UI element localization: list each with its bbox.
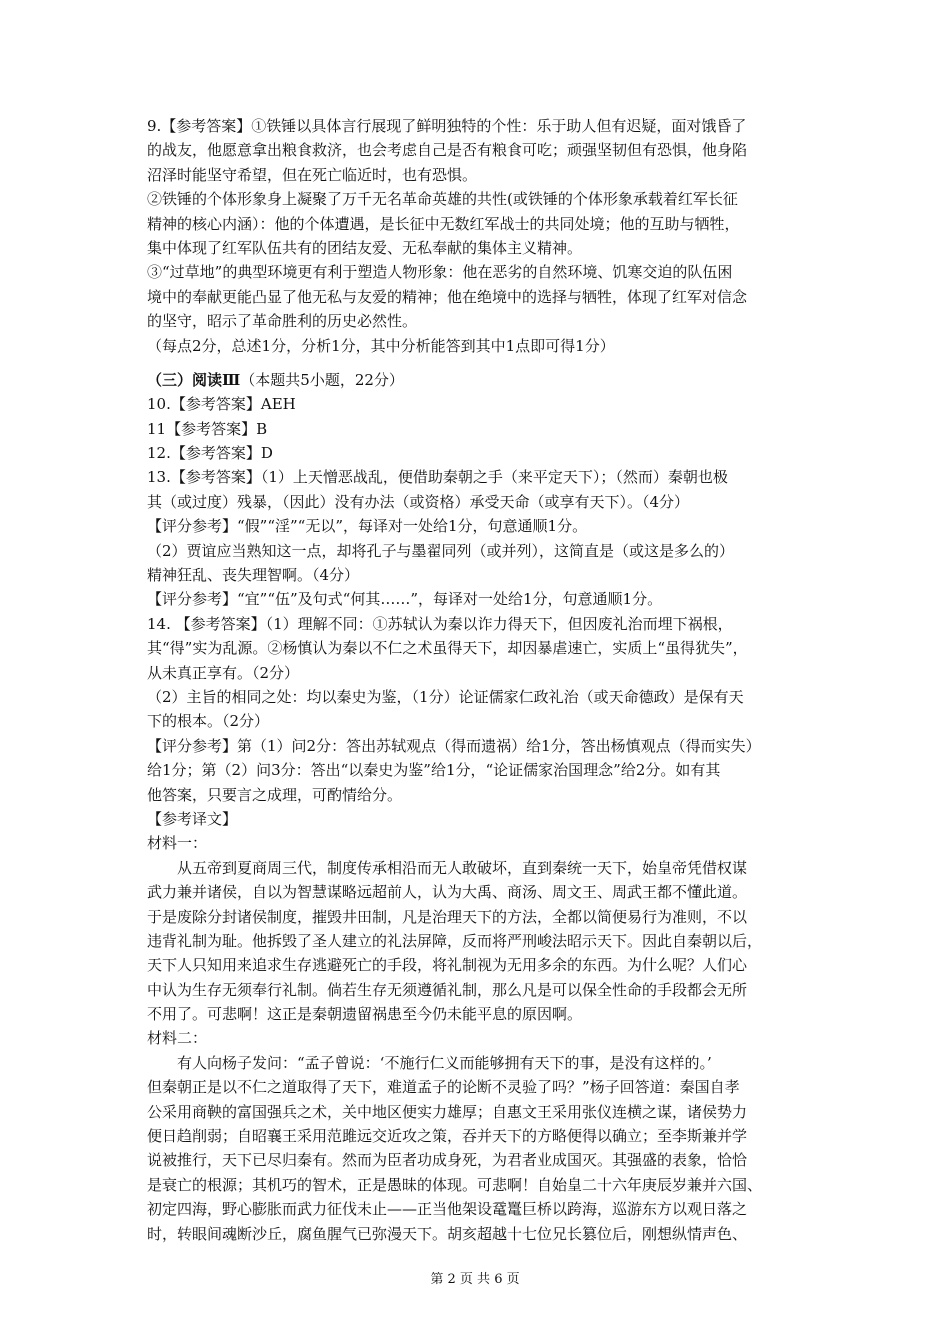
text-line: （2）主旨的相同之处：均以秦史为鉴，（1分）论证儒家仁政礼治（或天命德政）是保有天 [147,687,744,706]
text-line: 14. 【参考答案】（1）理解不同：①苏轼认为秦以诈力得天下，但因废礼治而埋下祸根， [147,614,733,633]
text-line: 便日趋削弱；自昭襄王采用范雎远交近攻之策，吞并天下的方略便得以确立；至李斯兼并学 [147,1127,748,1146]
text-line: 精神的核心内涵）：他的个体遭遇，是长征中无数红军战士的共同处境；他的互助与牺牲， [147,214,740,233]
text-line: 其“得”实为乱源。②杨慎认为秦以不仁之术虽得天下，却因暴虐速亡，实质上“虽得犹失”， [147,639,748,658]
text-line: 下的根本。（2分） [147,712,270,731]
text-line: 说被推行，天下已尽归秦有。然而为臣者功成身死，为君者业成国灭。其强盛的表象，恰恰 [147,1151,748,1170]
text-line: （每点2分，总述1分，分析1分，其中分析能答到其中1点即可得1分） [147,336,615,355]
text-line: 13.【参考答案】（1）上天憎恶战乱，便借助秦朝之手（来平定天下）；（然而）秦朝也极 [147,468,728,487]
answer-9-block [147,114,837,358]
material-2-label: 材料二： [147,1029,208,1048]
text-line: 【评分参考】“假”“淫”“无以”，每译对一处给1分，句意通顺1分。 [147,517,588,536]
text-line: 初定四海，野心膨胀而武力征伐未止——正当他架设鼋鼍巨桥以跨海，巡游东方以观日落之 [147,1200,748,1219]
text-line: 沼泽时能坚守希望，但在死亡临近时，也有恐惧。 [147,165,478,184]
text-line: ②铁锤的个体形象身上凝聚了万千无名革命英雄的共性(或铁锤的个体形象承载着红军长征 [147,190,738,209]
text-line: 是衰亡的根源；其机巧的智术，正是愚昧的体现。可悲啊！自始皇二十六年庚辰岁兼并六国、 [147,1175,763,1194]
text-line: 【评分参考】“宜”“伍”及句式“何其……”，每译对一处给1分，句意通顺1分。 [147,590,663,609]
text-line: 【评分参考】第（1）问2分：答出苏轼观点（得而遗祸）给1分，答出杨慎观点（得而实失） [147,736,761,755]
text-line: 有人向杨子发问：“孟子曾说：‘不施行仁义而能够拥有天下的事，是没有这样的。’ [177,1053,712,1072]
text-line: 给1分；第（2）问3分：答出“以秦史为鉴”给1分，“论证儒家治国理念”给2分。如有其 [147,761,721,780]
text-line: 武力兼并诸侯，自以为智慧谋略远超前人，认为大禹、商汤、周文王、周武王都不懂此道。 [147,883,748,902]
text-line: 但秦朝正是以不仁之道取得了天下，难道孟子的论断不灵验了吗？”杨子回答道：秦国自孝 [147,1078,740,1097]
text-line: 于是废除分封诸侯制度，摧毁井田制，凡是治理天下的方法，全都以简便易行为准则，不以 [147,907,748,926]
section-title: （三）阅读Ⅲ [147,370,241,389]
translation-material-1 [147,856,837,1027]
text-line: 集中体现了红军队伍共有的团结友爱、无私奉献的集体主义精神。 [147,238,583,257]
text-line: 的坚守，昭示了革命胜利的历史必然性。 [147,312,418,331]
text-line: 境中的奉献更能凸显了他无私与友爱的精神；他在绝境中的选择与牺牲，体现了红军对信念 [147,287,748,306]
text-line: 从五帝到夏商周三代，制度传承相沿而无人敢破坏，直到秦统一天下，始皇帝凭借权谋 [177,858,748,877]
text-line: 天下人只知用来追求生存逃避死亡的手段，将礼制视为无用多余的东西。为什么呢？人们心 [147,956,748,975]
section-heading [147,368,837,392]
text-line: 时，转眼间魂断沙丘，腐鱼腥气已弥漫天下。胡亥超越十七位兄长篡位后，刚想纵情声色、 [147,1224,748,1243]
text-line: 的战友，他愿意拿出粮食救济，也会考虑自己是否有粮食可吃；顽强坚韧但有恐惧，他身陷 [147,141,748,160]
text-line: 他答案，只要言之成理，可酌情给分。 [147,785,403,804]
text-line: 其（或过度）残暴，（因此）没有办法（或资格）承受天命（或享有天下）。（4分） [147,492,690,511]
page-content [147,114,837,1246]
text-line: 11【参考答案】B [147,419,268,438]
text-line: 12.【参考答案】D [147,444,273,463]
text-line: 从未真正享有。（2分） [147,663,300,682]
answers-block [147,392,837,855]
text-line: 公采用商鞅的富国强兵之术，关中地区便实力雄厚；自惠文王采用张仪连横之谋，诸侯势力 [147,1102,748,1121]
text-line: （2）贾谊应当熟知这一点，却将孔子与墨翟同列（或并列），这简直是（或这是多么的） [147,541,735,560]
text-line: 10.【参考答案】AEH [147,395,296,414]
text-line: 不用了。可悲啊！这正是秦朝遗留祸患至今仍未能平息的原因啊。 [147,1005,583,1024]
text-line: 精神狂乱、丧失理智啊。（4分） [147,566,360,585]
text-line: 中认为生存无须奉行礼制。倘若生存无须遵循礼制，那么凡是可以保全性命的手段都会无所 [147,980,748,999]
translation-material-2 [147,1051,837,1246]
text-line: 违背礼制为耻。他拆毁了圣人建立的礼法屏障，反而将严刑峻法昭示天下。因此自秦朝以后， [147,931,763,950]
page-footer: 第 2 页 共 6 页 [430,1272,520,1287]
text-line: 材料一： [147,834,208,853]
text-line: 9.【参考答案】①铁锤以具体言行展现了鲜明独特的个性：乐于助人但有迟疑，面对饿昏了 [147,117,747,135]
section-note: （本题共5小题，22分） [240,370,404,389]
text-line: ③“过草地”的典型环境更有利于塑造人物形象：他在恶劣的自然环境、饥寒交迫的队伍困 [147,263,733,282]
text-line: 【参考译文】 [147,809,238,828]
